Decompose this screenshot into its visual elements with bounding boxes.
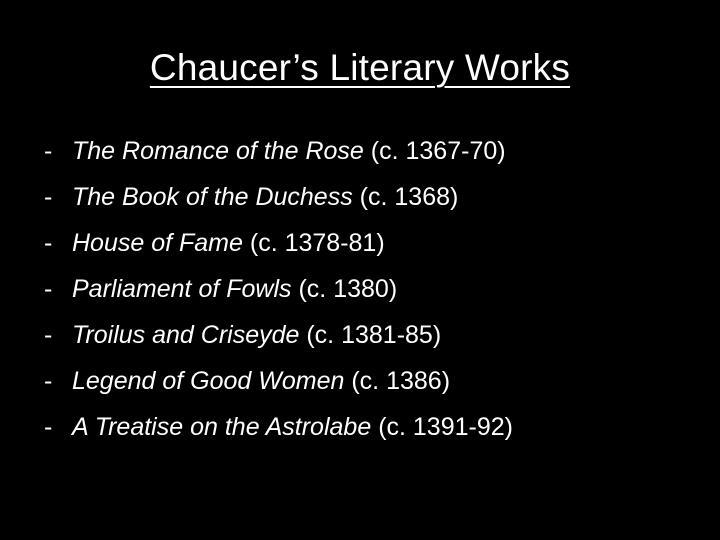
bullet-dash: -: [44, 183, 53, 211]
list-item: [44, 270, 513, 316]
work-title: Troilus and Criseyde: [72, 321, 300, 349]
work-title: Parliament of Fowls: [72, 275, 292, 303]
work-title: Legend of Good Women: [72, 367, 345, 395]
list-item: [44, 316, 513, 362]
bullet-dash: -: [44, 413, 53, 441]
bullet-dash: -: [44, 367, 53, 395]
list-item: [44, 178, 513, 224]
work-title: The Romance of the Rose: [72, 137, 364, 165]
work-date: (c. 1381-85): [306, 321, 442, 349]
work-date: (c. 1386): [351, 367, 451, 395]
list-item: [44, 224, 513, 270]
work-date: (c. 1367-70): [370, 137, 506, 165]
bullet-dash: -: [44, 275, 53, 303]
list-item: [44, 408, 513, 454]
bullet-dash: -: [44, 137, 53, 165]
list-item: [44, 362, 513, 408]
work-date: (c. 1391-92): [378, 413, 513, 441]
work-date: (c. 1380): [298, 275, 398, 303]
work-title: House of Fame: [72, 229, 243, 257]
list-item: [44, 132, 513, 178]
bullet-dash: -: [44, 321, 53, 349]
work-title: A Treatise on the Astrolabe: [72, 413, 372, 441]
works-list: [44, 132, 513, 454]
work-date: (c. 1378-81): [249, 229, 385, 257]
work-title: The Book of the Duchess: [72, 183, 353, 211]
bullet-dash: -: [44, 229, 53, 257]
work-date: (c. 1368): [359, 183, 459, 211]
slide-title: Chaucer’s Literary Works: [149, 47, 571, 88]
